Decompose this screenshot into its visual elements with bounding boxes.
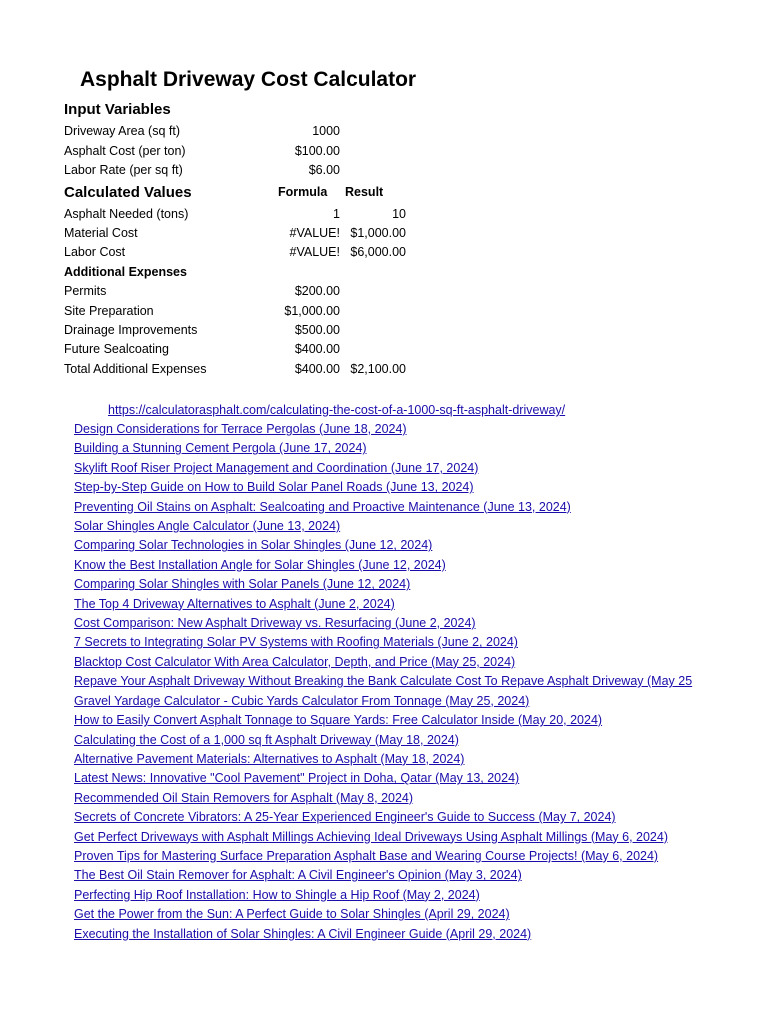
calc-formula-asphalt-needed: 1	[333, 207, 340, 221]
article-link[interactable]: Building a Stunning Cement Pergola (June 17, 2024)	[74, 441, 367, 456]
list-item	[74, 750, 694, 769]
page-title: Asphalt Driveway Cost Calculator	[80, 68, 417, 91]
article-link[interactable]: The Best Oil Stain Remover for Asphalt: A Civil Engineer's Opinion (May 3, 2024)	[74, 868, 522, 883]
expense-value-sealcoating: $400.00	[294, 342, 340, 356]
article-link[interactable]: Solar Shingles Angle Calculator (June 13, 2024)	[74, 519, 341, 534]
calc-label-labor-cost: Labor Cost	[64, 245, 126, 259]
article-link[interactable]: Know the Best Installation Angle for Solar Shingles (June 12, 2024)	[74, 557, 446, 572]
article-link[interactable]: Recommended Oil Stain Removers for Asphalt (May 8, 2024)	[74, 790, 414, 805]
expense-label-total: Total Additional Expenses	[64, 362, 207, 376]
list-item	[74, 672, 694, 691]
expense-label-permits: Permits	[64, 284, 107, 298]
input-variables-heading: Input Variables	[64, 101, 171, 118]
list-item	[74, 633, 694, 652]
list-item	[74, 866, 694, 885]
expense-label-sealcoating: Future Sealcoating	[64, 342, 169, 356]
list-item	[74, 614, 694, 633]
additional-expenses-heading: Additional Expenses	[64, 265, 187, 279]
calc-label-asphalt-needed: Asphalt Needed (tons)	[64, 207, 189, 221]
article-link-list	[74, 420, 694, 944]
article-link[interactable]: Perfecting Hip Roof Installation: How to Shingle a Hip Roof (May 2, 2024)	[74, 887, 480, 902]
article-link[interactable]: Get Perfect Driveways with Asphalt Millings Achieving Ideal Driveways Using Asphalt Millings (May 6, 2024)	[74, 829, 668, 844]
result-column-header: Result	[345, 185, 384, 199]
expense-value-permits: $200.00	[294, 284, 340, 298]
list-item	[74, 808, 694, 827]
input-label-area: Driveway Area (sq ft)	[64, 124, 181, 138]
formula-column-header: Formula	[278, 185, 328, 199]
list-item	[74, 439, 694, 458]
list-item	[74, 886, 694, 905]
article-link[interactable]: Skylift Roof Riser Project Management and Coordination (June 17, 2024)	[74, 460, 479, 475]
article-link[interactable]: Repave Your Asphalt Driveway Without Breaking the Bank Calculate Cost To Repave Asphalt Driveway (May 25	[74, 674, 693, 689]
article-link[interactable]: Comparing Solar Technologies in Solar Shingles (June 12, 2024)	[74, 538, 433, 553]
article-link[interactable]: Step-by-Step Guide on How to Build Solar Panel Roads (June 13, 2024)	[74, 480, 474, 495]
list-item	[74, 828, 694, 847]
list-item	[74, 711, 694, 730]
article-link[interactable]: Secrets of Concrete Vibrators: A 25-Year Experienced Engineer's Guide to Success (May 7, 2024)	[74, 810, 616, 825]
input-value-labor-rate: $6.00	[308, 163, 340, 177]
article-link[interactable]: Design Considerations for Terrace Pergolas (June 18, 2024)	[74, 422, 407, 436]
article-link[interactable]: The Top 4 Driveway Alternatives to Asphalt (June 2, 2024)	[74, 596, 395, 611]
calc-result-asphalt-needed: 10	[392, 207, 406, 221]
list-item	[74, 692, 694, 711]
expense-label-drainage: Drainage Improvements	[64, 323, 198, 337]
list-item	[74, 420, 694, 439]
expense-value-site-prep: $1,000.00	[284, 304, 340, 318]
article-link[interactable]: Proven Tips for Mastering Surface Preparation Asphalt Base and Wearing Course Projects! (May 6, 2024)	[74, 848, 659, 863]
list-item	[74, 905, 694, 924]
expense-result-total: $2,100.00	[350, 362, 406, 376]
input-value-area: 1000	[312, 124, 340, 138]
list-item	[74, 731, 694, 750]
list-item	[74, 847, 694, 866]
article-link[interactable]: Get the Power from the Sun: A Perfect Guide to Solar Shingles (April 29, 2024)	[74, 907, 510, 922]
calc-result-material-cost: $1,000.00	[350, 226, 406, 240]
list-item	[74, 498, 694, 517]
calc-label-material-cost: Material Cost	[64, 226, 138, 240]
article-link[interactable]: Alternative Pavement Materials: Alternatives to Asphalt (May 18, 2024)	[74, 751, 465, 766]
list-item	[74, 789, 694, 808]
list-item	[74, 478, 694, 497]
article-link[interactable]: Preventing Oil Stains on Asphalt: Sealcoating and Proactive Maintenance (June 13, 2024)	[74, 499, 571, 514]
article-link[interactable]: Blacktop Cost Calculator With Area Calculator, Depth, and Price (May 25, 2024)	[74, 654, 516, 669]
input-label-labor-rate: Labor Rate (per sq ft)	[64, 163, 183, 177]
input-label-asphalt-cost: Asphalt Cost (per ton)	[64, 144, 186, 158]
article-link[interactable]: Comparing Solar Shingles with Solar Panels (June 12, 2024)	[74, 577, 411, 592]
list-item	[74, 536, 694, 555]
list-item	[74, 769, 694, 788]
list-item	[74, 925, 694, 944]
article-link[interactable]: Executing the Installation of Solar Shingles: A Civil Engineer Guide (April 29, 2024)	[74, 926, 532, 941]
input-value-asphalt-cost: $100.00	[294, 144, 340, 158]
expense-label-site-prep: Site Preparation	[64, 304, 154, 318]
article-link[interactable]: Latest News: Innovative "Cool Pavement" Project in Doha, Qatar (May 13, 2024)	[74, 771, 520, 786]
list-item	[74, 575, 694, 594]
calc-formula-labor-cost: #VALUE!	[289, 245, 340, 259]
calculated-values-heading: Calculated Values	[64, 184, 192, 201]
list-item	[74, 653, 694, 672]
expense-value-total: $400.00	[294, 362, 340, 376]
calc-formula-material-cost: #VALUE!	[289, 226, 340, 240]
list-item	[74, 517, 694, 536]
article-link[interactable]: Calculating the Cost of a 1,000 sq ft Asphalt Driveway (May 18, 2024)	[74, 732, 459, 747]
list-item	[74, 459, 694, 478]
source-url-link[interactable]: https://calculatorasphalt.com/calculating-the-cost-of-a-1000-sq-ft-asphalt-driveway/	[108, 403, 566, 417]
expense-value-drainage: $500.00	[294, 323, 340, 337]
list-item	[74, 595, 694, 614]
article-link[interactable]: Gravel Yardage Calculator - Cubic Yards Calculator From Tonnage (May 25, 2024)	[74, 693, 530, 708]
calc-result-labor-cost: $6,000.00	[350, 245, 406, 259]
list-item	[74, 556, 694, 575]
article-link[interactable]: How to Easily Convert Asphalt Tonnage to Square Yards: Free Calculator Inside (May 20, 2024)	[74, 713, 603, 728]
article-link[interactable]: 7 Secrets to Integrating Solar PV Systems with Roofing Materials (June 2, 2024)	[74, 635, 518, 650]
article-link[interactable]: Cost Comparison: New Asphalt Driveway vs. Resurfacing (June 2, 2024)	[74, 616, 476, 631]
